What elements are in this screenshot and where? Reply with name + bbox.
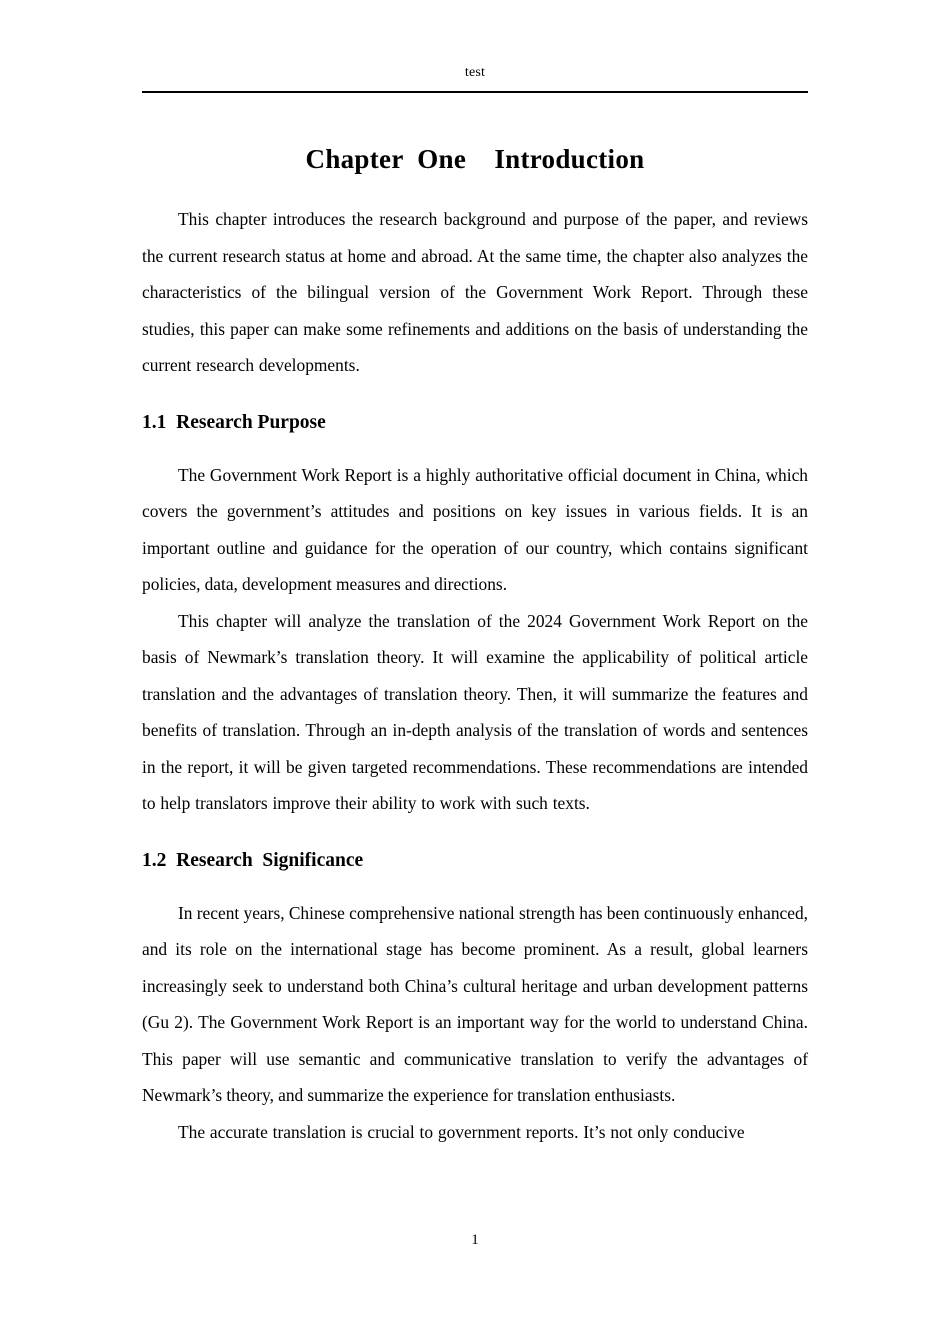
paragraph-research-significance-2: The accurate translation is crucial to government reports. It’s not only conducive	[178, 1121, 745, 1142]
running-header	[142, 64, 808, 82]
page-content	[142, 120, 808, 1150]
paragraph-research-significance-1: In recent years, Chinese comprehensive national strength has been continuously enhanced, and its role on the international stage has become prominent. As a result, global learners increasingly seek to understand both China’s cultural heritage and urban development patterns (Gu 2). The Government Work Report is an important way for the world to understand China. This paper will use semantic and communicative translation to verify the advantages of Newmark’s theory, and summarize the experience for translation enthusiasts.	[142, 902, 808, 1105]
section-heading-1-2: 1.2 Research Significance	[142, 849, 364, 871]
page-number: 1	[471, 1232, 479, 1248]
paragraph-chapter-intro: This chapter introduces the research background and purpose of the paper, and reviews the current research status at home and abroad. At the same time, the chapter also analyzes the characteristics of the bilingual version of the Government Work Report. Through these studies, this paper can make some refinements and additions on the basis of understanding the current research developments.	[142, 209, 808, 375]
paragraph-research-purpose-2: This chapter will analyze the translation of the 2024 Government Work Report on the basis of Newmark’s translation theory. It will examine the applicability of political article translation and the advantages of translation theory. Then, it will summarize the features and benefits of translation. Through an in-depth analysis of the translation of words and sentences in the report, it will be given targeted recommendations. These recommendations are intended to help translators improve their ability to work with such texts.	[142, 610, 808, 813]
page-footer	[142, 1230, 808, 1250]
running-head-text: test	[464, 65, 486, 80]
chapter-title: Chapter One Introduction	[305, 144, 645, 174]
paragraph-research-purpose-1: The Government Work Report is a highly authoritative official document in China, which covers the government’s attitudes and positions on key issues in various fields. It is an important outline and guidance for the operation of our country, which contains significant policies, data, development measures and directions.	[142, 464, 808, 594]
heading-spacer	[142, 876, 808, 877]
section-heading-1-1: 1.1 Research Purpose	[142, 411, 326, 433]
header-divider-rule	[142, 91, 808, 93]
heading-spacer	[142, 438, 808, 439]
